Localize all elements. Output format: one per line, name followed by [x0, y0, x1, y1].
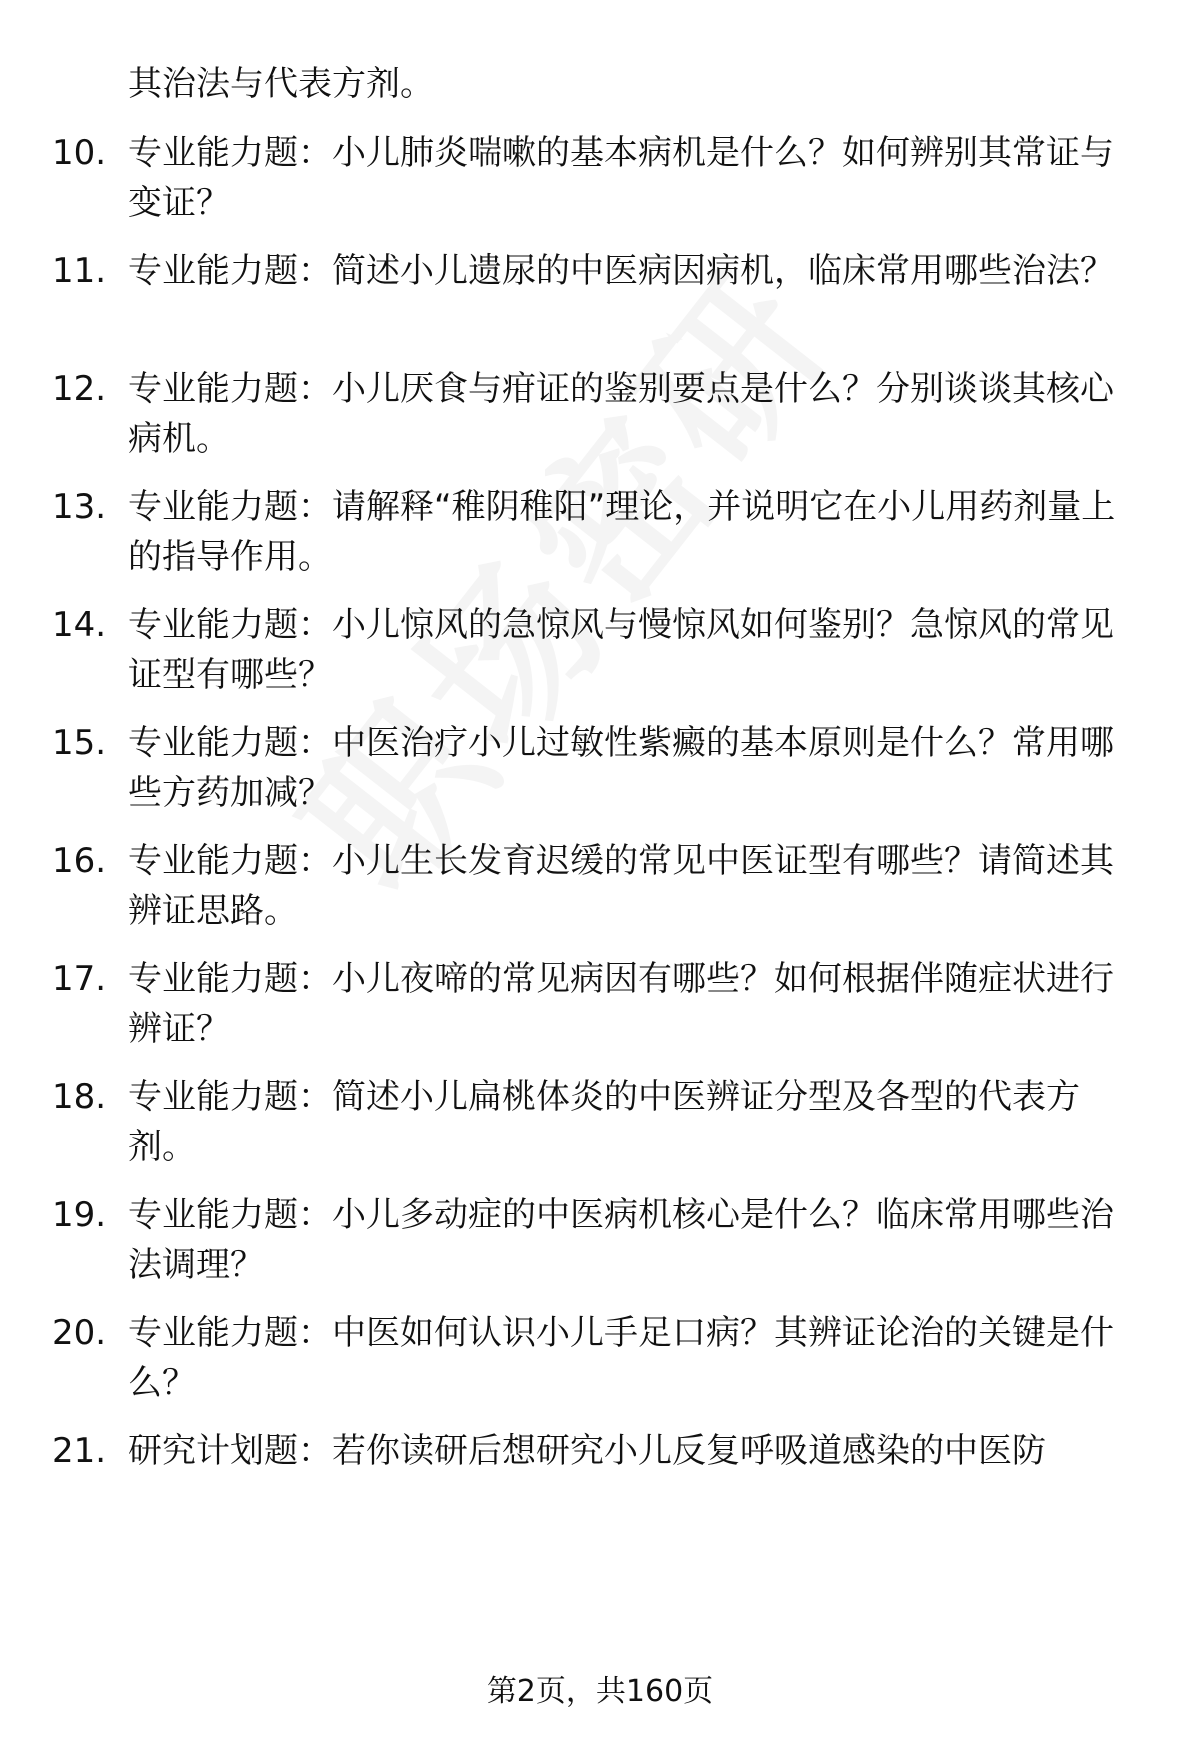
item-number: 17. — [52, 959, 107, 999]
item-number: 12. — [52, 369, 107, 409]
page-footer: 第2页，共160页 — [486, 1674, 714, 1709]
item-text: 专业能力题：小儿肺炎喘嗽的基本病机是什么？如何辨别其常证与变证？ — [128, 133, 1114, 223]
continuation-text: 其治法与代表方剂。 — [128, 64, 434, 104]
item-text: 专业能力题：小儿多动症的中医病机核心是什么？临床常用哪些治法调理？ — [128, 1195, 1114, 1285]
item-number: 18. — [52, 1077, 107, 1117]
item-number: 14. — [52, 605, 107, 645]
item-text: 专业能力题：小儿生长发育迟缓的常见中医证型有哪些？请简述其辨证思路。 — [128, 841, 1114, 931]
item-number: 16. — [52, 841, 107, 881]
item-text: 专业能力题：小儿夜啼的常见病因有哪些？如何根据伴随症状进行辨证？ — [128, 959, 1114, 1049]
item-number: 10. — [52, 133, 107, 173]
item-number: 11. — [52, 251, 107, 291]
item-number: 13. — [52, 487, 107, 527]
item-text: 专业能力题：小儿厌食与疳证的鉴别要点是什么？分别谈谈其核心病机。 — [128, 369, 1114, 459]
item-text: 专业能力题：中医如何认识小儿手足口病？其辨证论治的关键是什么？ — [128, 1313, 1114, 1403]
item-number: 21. — [52, 1431, 107, 1471]
item-text: 专业能力题：请解释“稚阴稚阳”理论，并说明它在小儿用药剂量上的指导作用。 — [128, 487, 1116, 577]
item-number: 15. — [52, 723, 107, 763]
item-text: 专业能力题：中医治疗小儿过敏性紫癜的基本原则是什么？常用哪些方药加减？ — [128, 723, 1114, 813]
item-text: 专业能力题：简述小儿遗尿的中医病因病机，临床常用哪些治法？ — [128, 251, 1114, 291]
item-number: 19. — [52, 1195, 107, 1235]
item-text: 专业能力题：小儿惊风的急惊风与慢惊风如何鉴别？急惊风的常见证型有哪些？ — [128, 605, 1114, 695]
item-text: 研究计划题：若你读研后想研究小儿反复呼吸道感染的中医防 — [128, 1431, 1046, 1471]
item-text: 专业能力题：简述小儿扁桃体炎的中医辨证分型及各型的代表方剂。 — [128, 1077, 1080, 1167]
item-number: 20. — [52, 1313, 107, 1353]
